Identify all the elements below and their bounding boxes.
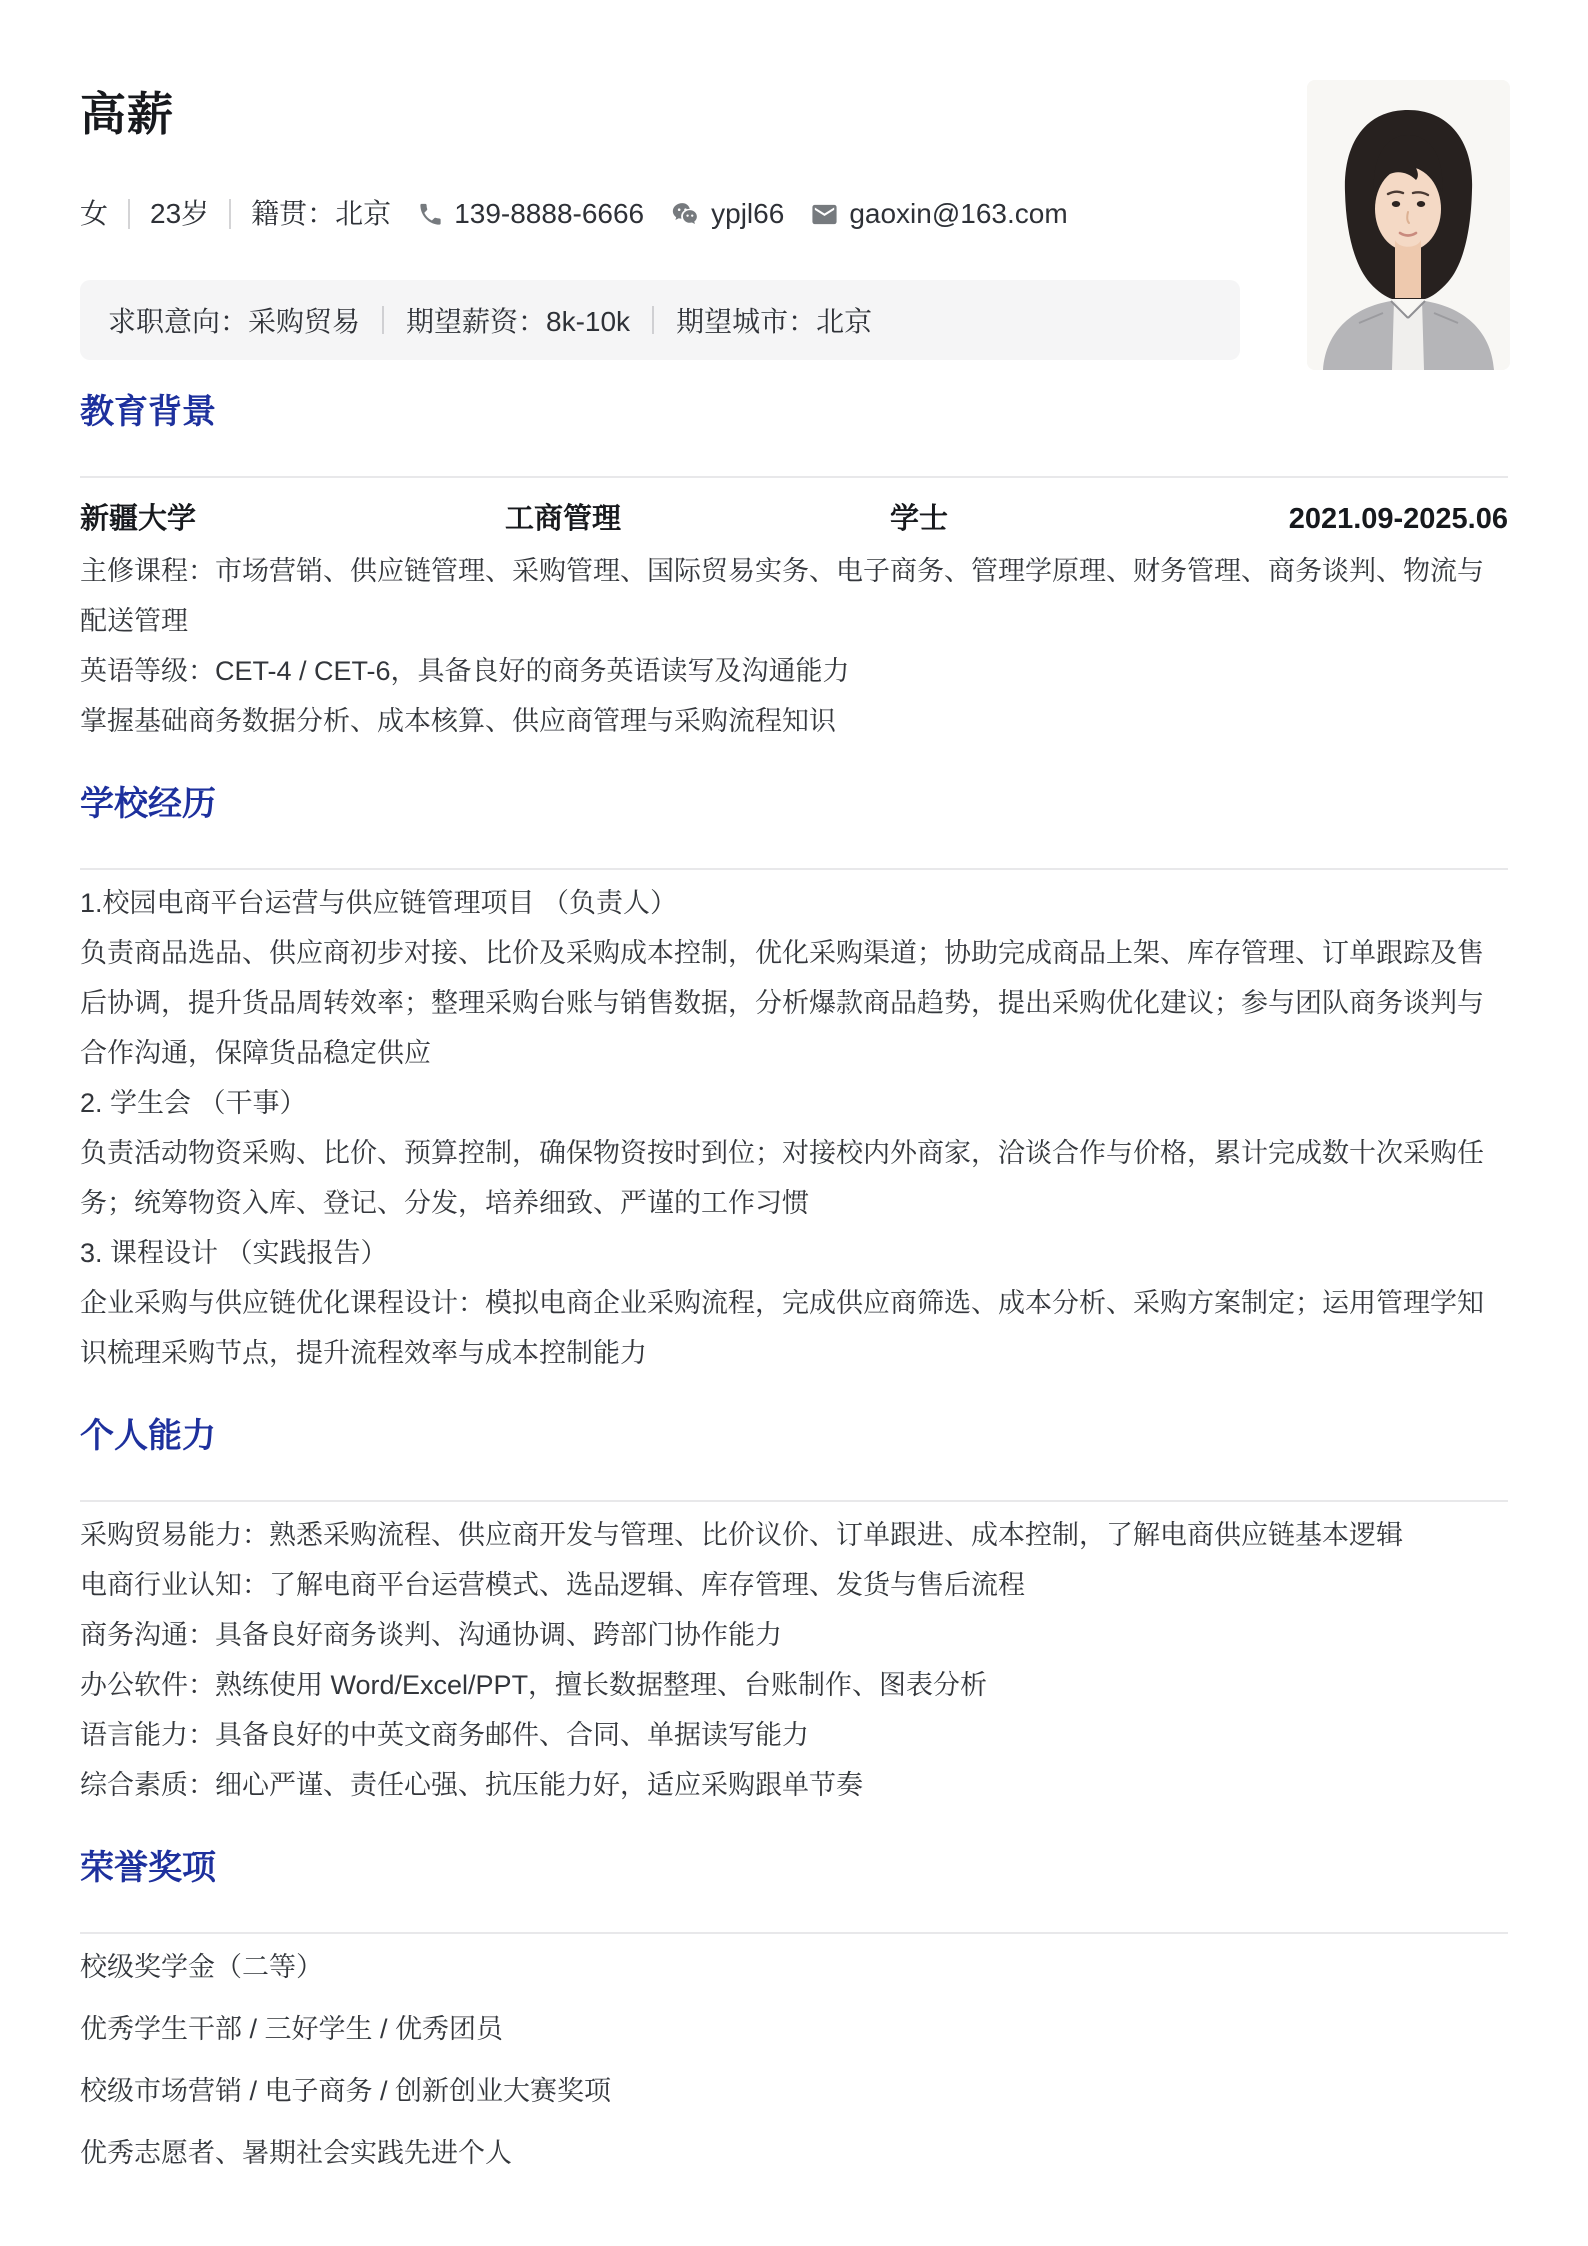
- experience-body: 企业采购与供应链优化课程设计：模拟电商企业采购流程，完成供应商筛选、成本分析、采购方案制定；运用管理学知识梳理采购节点，提升流程效率与成本控制能力: [80, 1288, 1484, 1368]
- section-divider: [80, 1500, 1508, 1502]
- experience-body: 负责活动物资采购、比价、预算控制，确保物资按时到位；对接校内外商家，洽谈合作与价格，累计完成数十次采购任务；统筹物资入库、登记、分发，培养细致、严谨的工作习惯: [80, 1138, 1484, 1218]
- section-title-education: 教育背景: [80, 393, 216, 431]
- degree-name: 学士: [890, 503, 949, 535]
- resume-header: [80, 0, 1508, 360]
- wechat-icon: [670, 199, 701, 230]
- school-experience-list: [80, 878, 1508, 1378]
- candidate-name: 高薪: [80, 88, 174, 140]
- education-detail: 英语等级：CET-4 / CET-6，具备良好的商务英语读写及沟通能力: [80, 656, 850, 686]
- vertical-separator: [229, 199, 231, 229]
- email-address: gaoxin@163.com: [849, 198, 1068, 229]
- job-intent-bar: [80, 280, 1240, 360]
- section-title-honors: 荣誉奖项: [80, 1849, 216, 1887]
- section-school-experience: [80, 782, 1508, 1378]
- section-personal-ability: [80, 1414, 1508, 1810]
- phone-number: 139-8888-6666: [454, 198, 645, 229]
- experience-heading: 2. 学生会 （干事）: [80, 1088, 307, 1118]
- major-name: 工商管理: [505, 503, 622, 535]
- ability-item: 语言能力：具备良好的中英文商务邮件、合同、单据读写能力: [80, 1720, 809, 1750]
- education-detail: 主修课程：市场营销、供应链管理、采购管理、国际贸易实务、电子商务、管理学原理、财务管理、商务谈判、物流与配送管理: [80, 556, 1484, 636]
- school-name: 新疆大学: [80, 503, 197, 535]
- section-honors: [80, 1846, 1508, 2178]
- intent-salary: 期望薪资：8k-10k: [406, 306, 631, 337]
- contact-row: [80, 196, 1508, 232]
- mail-icon: [810, 200, 839, 229]
- experience-body: 负责商品选品、供应商初步对接、比价及采购成本控制，优化采购渠道；协助完成商品上架、库存管理、订单跟踪及售后协调，提升货品周转效率；整理采购台账与销售数据，分析爆款商品趋势，提出采购优化建议；参与团队商务谈判与合作沟通，保障货品稳定供应: [80, 938, 1484, 1068]
- honor-item: 优秀志愿者、暑期社会实践先进个人: [80, 2138, 512, 2168]
- honor-list: [80, 1942, 1508, 2178]
- gender-label: 女: [80, 198, 109, 229]
- age-label: 23岁: [150, 198, 210, 229]
- phone-icon: [417, 201, 444, 228]
- section-title-school-experience: 学校经历: [80, 785, 216, 823]
- hometown-label: 籍贯：北京: [251, 198, 392, 229]
- vertical-separator: [382, 306, 384, 334]
- experience-heading: 3. 课程设计 （实践报告）: [80, 1238, 388, 1268]
- honor-item: 校级奖学金（二等）: [80, 1952, 323, 1982]
- education-detail: 掌握基础商务数据分析、成本核算、供应商管理与采购流程知识: [80, 706, 836, 736]
- section-divider: [80, 1932, 1508, 1934]
- ability-list: [80, 1510, 1508, 1810]
- ability-item: 办公软件：熟练使用 Word/Excel/PPT，擅长数据整理、台账制作、图表分析: [80, 1670, 988, 1700]
- intent-city: 期望城市：北京: [676, 306, 873, 337]
- education-details: [80, 546, 1508, 746]
- intent-job: 求职意向：采购贸易: [108, 306, 361, 337]
- section-divider: [80, 476, 1508, 478]
- vertical-separator: [652, 306, 654, 334]
- section-title-personal-ability: 个人能力: [80, 1417, 216, 1455]
- ability-item: 电商行业认知：了解电商平台运营模式、选品逻辑、库存管理、发货与售后流程: [80, 1570, 1025, 1600]
- honor-item: 优秀学生干部 / 三好学生 / 优秀团员: [80, 2014, 504, 2044]
- id-photo-illustration: [1307, 80, 1510, 370]
- wechat-id: ypjl66: [711, 198, 785, 229]
- education-period: 2021.09-2025.06: [1288, 503, 1508, 535]
- profile-photo: [1307, 80, 1510, 370]
- vertical-separator: [128, 199, 130, 229]
- experience-heading: 1.校园电商平台运营与供应链管理项目 （负责人）: [80, 888, 678, 918]
- ability-item: 综合素质：细心严谨、责任心强、抗压能力好，适应采购跟单节奏: [80, 1770, 863, 1800]
- section-divider: [80, 868, 1508, 870]
- education-row: [80, 500, 1508, 538]
- honor-item: 校级市场营销 / 电子商务 / 创新创业大赛奖项: [80, 2076, 612, 2106]
- ability-item: 商务沟通：具备良好商务谈判、沟通协调、跨部门协作能力: [80, 1620, 782, 1650]
- section-education: [80, 390, 1508, 746]
- ability-item: 采购贸易能力：熟悉采购流程、供应商开发与管理、比价议价、订单跟进、成本控制，了解电商供应链基本逻辑: [80, 1520, 1403, 1550]
